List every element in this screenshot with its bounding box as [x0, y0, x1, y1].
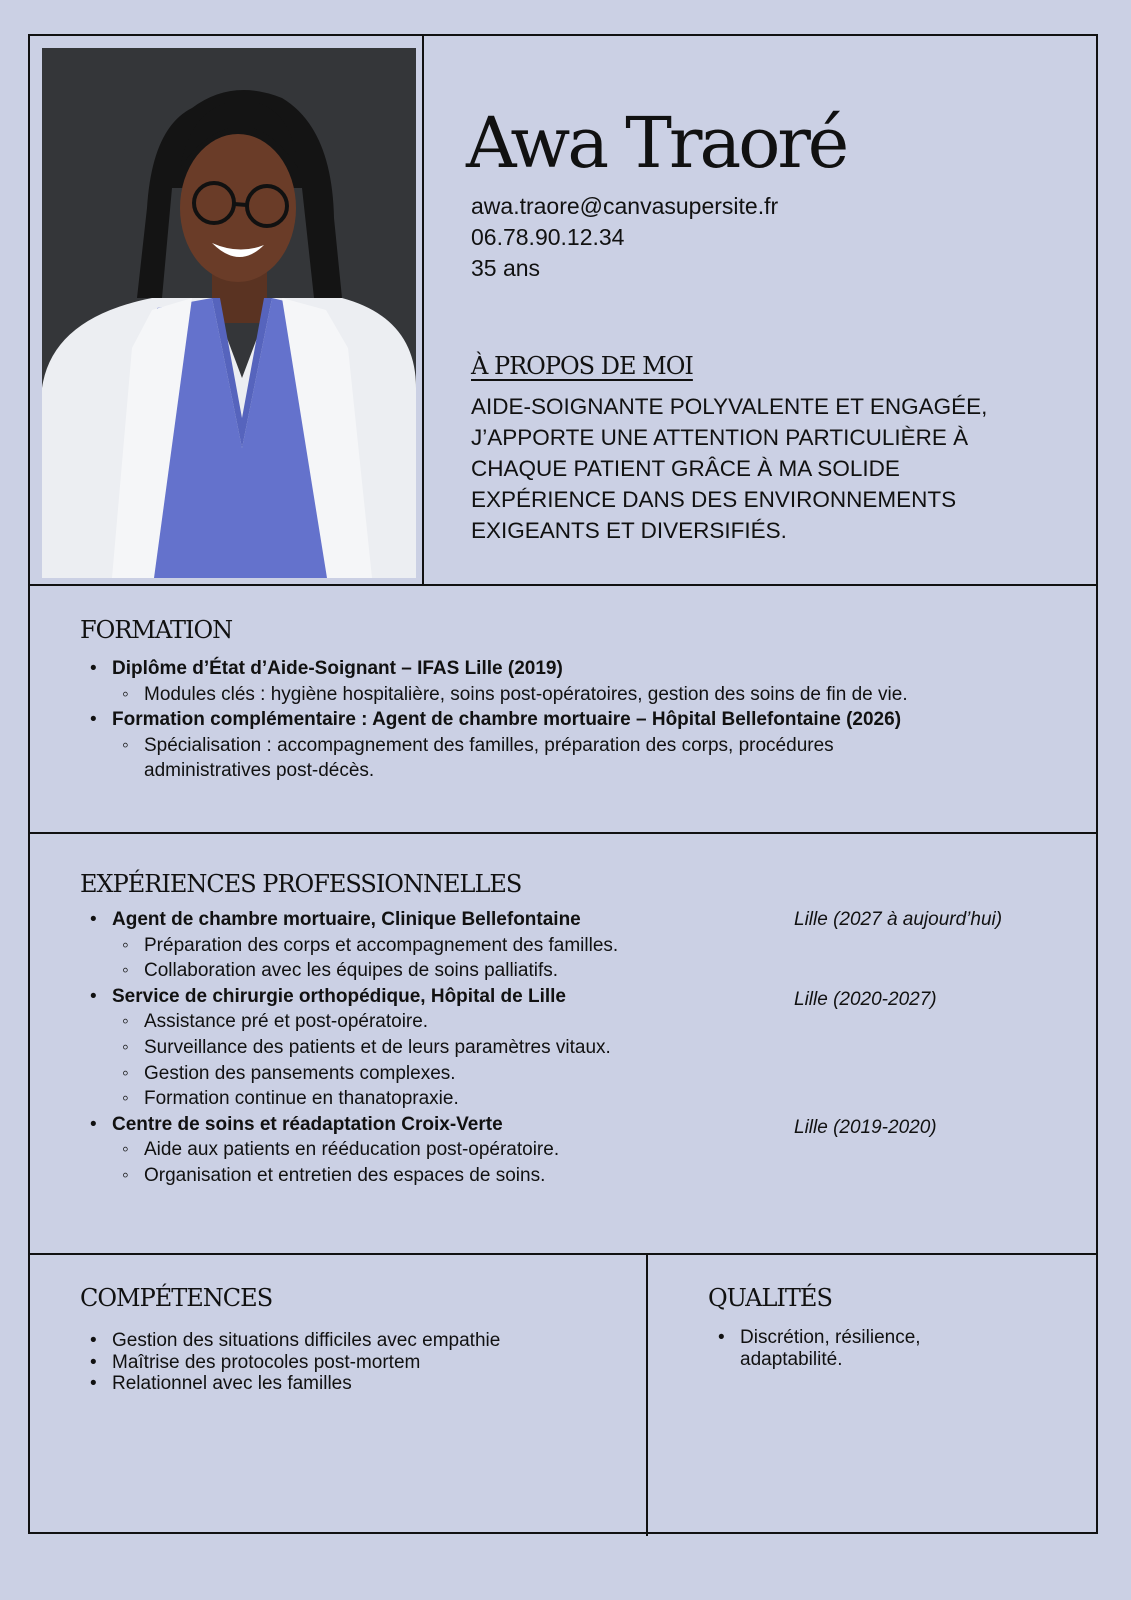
quality-item: • Discrétion, résilience, adaptabilité. — [708, 1327, 958, 1370]
skill-item: • Relationnel avec les familles — [80, 1373, 630, 1395]
skills-list — [80, 1330, 630, 1395]
portrait-illustration — [42, 48, 416, 578]
skills-heading: COMPÉTENCES — [80, 1284, 273, 1312]
experience-detail: ◦ Assistance pré et post-opératoire. — [80, 1009, 1070, 1035]
qualities-list — [708, 1327, 958, 1370]
profile-photo — [42, 48, 416, 578]
experience-detail: ◦ Formation continue en thanatopraxie. — [80, 1086, 1070, 1112]
section-divider — [30, 1253, 1096, 1255]
candidate-name: Awa Traoré — [466, 102, 847, 184]
formation-detail: ◦ Spécialisation : accompagnement des familles, préparation des corps, procédures administratives post-décès. — [80, 733, 944, 784]
about-heading: À PROPOS DE MOI — [471, 352, 693, 380]
experience-item: • Agent de chambre mortuaire, Clinique Bellefontaine Lille (2027 à aujourd’hui) — [80, 907, 1070, 933]
experience-detail: ◦ Collaboration avec les équipes de soins palliatifs. — [80, 958, 1070, 984]
email-text: awa.traore@canvasupersite.fr — [471, 193, 779, 219]
formation-item: • Diplôme d’État d’Aide-Soignant – IFAS Lille (2019) — [80, 656, 1070, 682]
experience-item: • Service de chirurgie orthopédique, Hôpital de Lille Lille (2020-2027) — [80, 984, 1070, 1010]
header-divider — [422, 36, 424, 584]
experience-detail: ◦ Organisation et entretien des espaces de soins. — [80, 1163, 1070, 1189]
about-text: AIDE-SOIGNANTE POLYVALENTE ET ENGAGÉE, J’APPORTE UNE ATTENTION PARTICULIÈRE À CHAQUE PATIENT GRÂCE À MA SOLIDE EXPÉRIENCE DANS DES ENVIRONNEMENTS EXIGEANTS ET DIVERSIFIÉS. — [471, 394, 988, 543]
qualities-heading: QUALITÉS — [708, 1284, 832, 1312]
experiences-heading: EXPÉRIENCES PROFESSIONNELLES — [80, 870, 522, 898]
experiences-list — [80, 907, 1070, 1189]
phone-text: 06.78.90.12.34 — [471, 224, 625, 250]
experience-item: • Centre de soins et réadaptation Croix-Verte Lille (2019-2020) — [80, 1112, 1070, 1138]
cv-page — [28, 34, 1098, 1534]
experience-detail: ◦ Aide aux patients en rééducation post-opératoire. — [80, 1137, 1070, 1163]
experience-period: Lille (2027 à aujourd’hui) — [794, 909, 1003, 930]
experience-detail: ◦ Préparation des corps et accompagnement des familles. — [80, 933, 1070, 959]
experience-period: Lille (2019-2020) — [794, 1116, 937, 1138]
section-divider — [30, 584, 1096, 586]
formation-item: • Formation complémentaire : Agent de chambre mortuaire – Hôpital Bellefontaine (2026) — [80, 707, 1070, 733]
experience-detail: ◦ Surveillance des patients et de leurs paramètres vitaux. — [80, 1035, 1070, 1061]
skill-item: • Gestion des situations difficiles avec empathie — [80, 1330, 630, 1352]
age-text: 35 ans — [471, 255, 541, 281]
formation-detail: ◦ Modules clés : hygiène hospitalière, soins post-opératoires, gestion des soins de fin de vie. — [80, 682, 1070, 708]
formation-list — [80, 656, 1070, 784]
skill-item: • Maîtrise des protocoles post-mortem — [80, 1352, 630, 1374]
experience-detail: ◦ Gestion des pansements complexes. — [80, 1061, 1070, 1087]
bottom-divider — [646, 1253, 648, 1536]
section-divider — [30, 832, 1096, 834]
formation-heading: FORMATION — [80, 616, 233, 644]
experience-period: Lille (2020-2027) — [794, 988, 937, 1010]
